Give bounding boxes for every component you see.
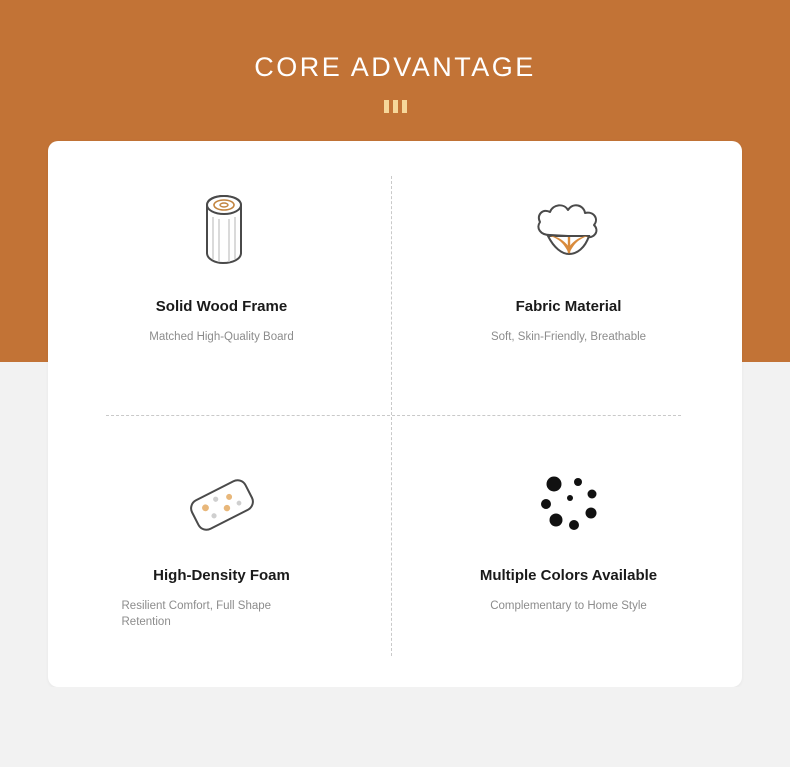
footer-strip	[0, 687, 790, 767]
feature-cell-fabric-material	[395, 141, 742, 414]
feature-cell-multiple-colors	[395, 414, 742, 687]
cotton-flower-icon	[395, 187, 742, 272]
feature-subtitle: Soft, Skin-Friendly, Breathable	[490, 331, 647, 343]
features-grid	[48, 141, 742, 687]
color-dots-icon	[395, 462, 742, 547]
feature-subtitle: Resilient Comfort, Full Shape Retention	[121, 600, 272, 628]
title-underline-dashes	[0, 98, 790, 116]
feature-cell-high-density-foam	[48, 414, 395, 687]
dash-mark	[402, 100, 407, 113]
feature-title: Multiple Colors Available	[479, 567, 658, 584]
feature-subtitle: Complementary to Home Style	[490, 600, 647, 612]
feature-subtitle: Matched High-Quality Board	[149, 331, 294, 343]
foam-cushion-icon	[48, 462, 395, 547]
page-title: CORE ADVANTAGE	[254, 52, 536, 82]
wood-log-icon	[48, 187, 395, 272]
feature-title: Solid Wood Frame	[155, 298, 288, 315]
feature-cell-solid-wood-frame	[48, 141, 395, 414]
feature-title: Fabric Material	[515, 298, 622, 315]
dash-mark	[384, 100, 389, 113]
dash-mark	[393, 100, 398, 113]
feature-title: High-Density Foam	[153, 567, 290, 584]
features-card	[48, 141, 742, 687]
